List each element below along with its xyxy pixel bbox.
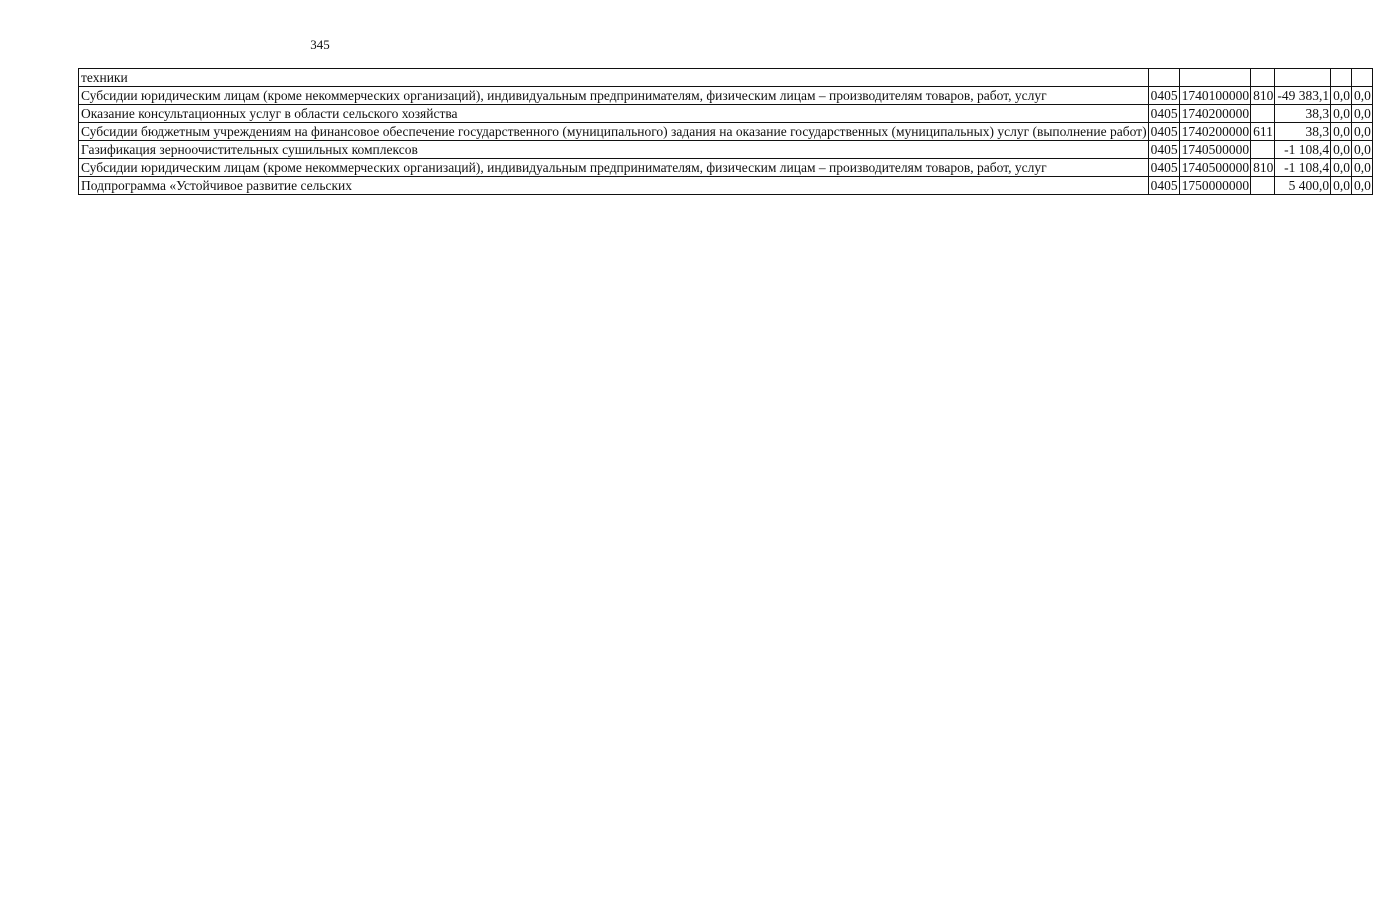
amount-1 [1275,69,1331,87]
amount-2: 0,0 [1331,159,1352,177]
row-name: Оказание консультационных услуг в области сельского хозяйства [79,105,1149,123]
row-name: Субсидии юридическим лицам (кроме некоммерческих организаций), индивидуальным предпринимателям, физическим лицам – производителям товаров, работ, услуг [79,87,1149,105]
section-code: 0405 [1148,123,1179,141]
page-number: 345 [310,37,330,52]
target-article-code: 1740100000 [1179,87,1251,105]
amount-3: 0,0 [1351,141,1372,159]
row-name: Газификация зерноочистительных сушильных комплексов [79,141,1149,159]
target-article-code: 1740200000 [1179,105,1251,123]
amount-3 [1351,69,1372,87]
expense-type-code [1251,177,1275,195]
expense-type-code: 611 [1251,123,1275,141]
section-code [1148,69,1179,87]
section-code: 0405 [1148,177,1179,195]
amount-1: 38,3 [1275,105,1331,123]
target-article-code: 1750000000 [1179,177,1251,195]
amount-2 [1331,69,1352,87]
target-article-code: 1740200000 [1179,123,1251,141]
row-name: техники [79,69,1149,87]
table-row [79,87,1373,105]
target-article-code: 1740500000 [1179,159,1251,177]
expense-type-code: 810 [1251,87,1275,105]
expense-type-code [1251,105,1275,123]
table-row [79,177,1373,195]
amount-3: 0,0 [1351,177,1372,195]
amount-1: 38,3 [1275,123,1331,141]
section-code: 0405 [1148,159,1179,177]
amount-1: -1 108,4 [1275,141,1331,159]
amount-2: 0,0 [1331,105,1352,123]
table-row [79,159,1373,177]
target-article-code [1179,69,1251,87]
amount-2: 0,0 [1331,123,1352,141]
amount-2: 0,0 [1331,177,1352,195]
amount-1: -1 108,4 [1275,159,1331,177]
amount-1: -49 383,1 [1275,87,1331,105]
row-name: Субсидии юридическим лицам (кроме некоммерческих организаций), индивидуальным предпринимателям, физическим лицам – производителям товаров, работ, услуг [79,159,1149,177]
amount-2: 0,0 [1331,141,1352,159]
table-row [79,105,1373,123]
table-row [79,69,1373,87]
table-row [79,141,1373,159]
expense-type-code [1251,69,1275,87]
section-code: 0405 [1148,105,1179,123]
row-name: Субсидии бюджетным учреждениям на финансовое обеспечение государственного (муниципального) задания на оказание государственных (муниципальных) услуг (выполнение работ) [79,123,1149,141]
table-row [79,123,1373,141]
budget-table [78,68,1373,195]
row-name: Подпрограмма «Устойчивое развитие сельских [79,177,1149,195]
amount-3: 0,0 [1351,87,1372,105]
amount-3: 0,0 [1351,105,1372,123]
expense-type-code [1251,141,1275,159]
section-code: 0405 [1148,87,1179,105]
expense-type-code: 810 [1251,159,1275,177]
amount-3: 0,0 [1351,123,1372,141]
section-code: 0405 [1148,141,1179,159]
target-article-code: 1740500000 [1179,141,1251,159]
amount-2: 0,0 [1331,87,1352,105]
amount-1: 5 400,0 [1275,177,1331,195]
amount-3: 0,0 [1351,159,1372,177]
